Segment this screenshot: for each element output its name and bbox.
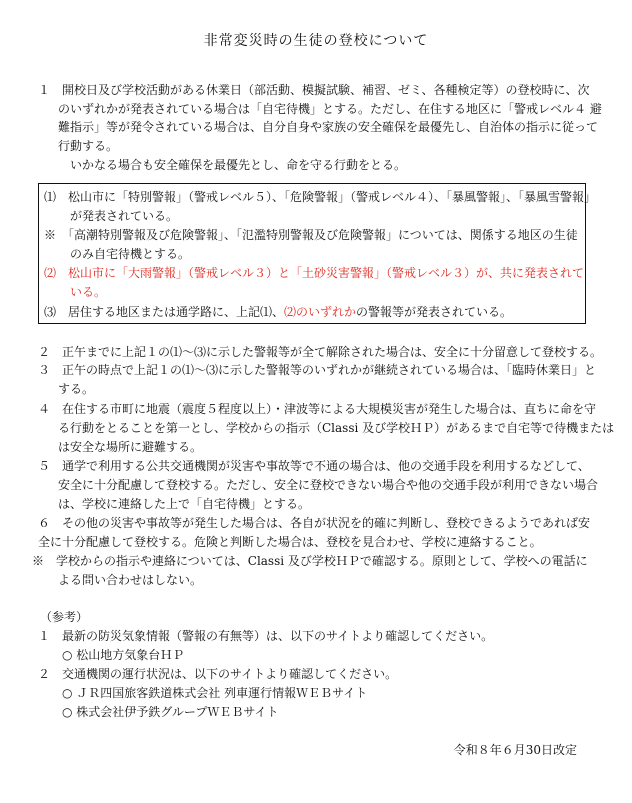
rule-5-cont-1: 安全に十分配慮して登校する。ただし、安全に登校できない場合や他の交通手段が利用できない場合 xyxy=(58,478,599,492)
box-item-3-emphasis: ⑵のいずれか xyxy=(284,305,357,319)
box-item-1-cont: が発表されている。 xyxy=(70,209,179,223)
rule-6: ６ その他の災害や事故等が発生した場合は、各自が状況を的確に判断し、登校できるようであれば安 xyxy=(38,516,591,530)
box-item-2-cont: いる。 xyxy=(70,285,107,299)
revision-date: 令和８年６月30日改定 xyxy=(453,743,577,757)
box-item-3 xyxy=(44,303,512,321)
reference-item-1: １ 最新の防災気象情報（警報の有無等）は、以下のサイトより確認してください。 xyxy=(38,629,494,643)
intro-line-2: のいずれかが発表されている場合は「自宅待機」とする。ただし、在住する地区に「警戒レベル４ 避 xyxy=(58,102,602,116)
rule-4: ４ 在住する市町に地震（震度５程度以上）・津波等による大規模災害が発生した場合は、直ちに命を守 xyxy=(38,402,597,416)
rule-3: ３ 正午の時点で上記１の⑴〜⑶に示した警報等のいずれかが継続されている場合は、「臨時休業日」と xyxy=(38,363,597,377)
rule-5-cont-2: は、学校に連絡した上で「自宅待機」とする。 xyxy=(58,497,311,511)
box-note: ※ 「高潮特別警報及び危険警報」、「氾濫特別警報及び危険警報」については、関係する地区の生徒 xyxy=(44,228,578,242)
reference-item-2: ２ 交通機関の運行状況は、以下のサイトより確認してください。 xyxy=(38,667,398,681)
note-cont: よる問い合わせはしない。 xyxy=(58,573,203,587)
box-item-2: ⑵ 松山市に「大雨警報」（警戒レベル３）と「土砂災害警報」（警戒レベル３）が、共に発表されて xyxy=(44,266,585,280)
intro-line-5: いかなる場合も安全確保を最優先とし、命を守る行動をとる。 xyxy=(70,158,407,172)
intro-line-1: １ 開校日及び学校活動がある休業日（部活動、模擬試験、補習、ゼミ、各種検定等）の登校時に、次 xyxy=(38,83,590,97)
reference-link-jr: ○ ＪＲ四国旅客鉄道株式会社 列車運行情報ＷＥＢサイト xyxy=(62,686,368,700)
rule-4-cont-1: る行動をとることを第一とし、学校からの指示（Classi 及び学校ＨＰ）があるまで自宅等で待機または xyxy=(58,421,615,435)
reference-link-iyotetsu: ○ 株式会社伊予鉄グループＷＥＢサイト xyxy=(62,705,279,719)
reference-heading: （参考） xyxy=(40,610,89,624)
box-item-3-text-c: の警報等が発表されている。 xyxy=(356,305,513,319)
rule-6-cont: 全に十分配慮して登校する。危険と判断した場合は、登校を見合わせ、学校に連絡すること。 xyxy=(38,535,542,549)
page-title: 非常変災時の生徒の登校について xyxy=(203,33,429,49)
rule-3-cont: する。 xyxy=(58,382,95,396)
reference-link-weather: ○ 松山地方気象台ＨＰ xyxy=(62,648,185,662)
rule-2: ２ 正午までに上記１の⑴〜⑶に示した警報等が全て解除された場合は、安全に十分留意して登校する。 xyxy=(38,345,603,359)
box-item-3-text-a: ⑶ 居住する地区または通学路に、上記⑴、 xyxy=(44,305,285,319)
box-item-1: ⑴ 松山市に「特別警報」（警戒レベル５）、「危険警報」（警戒レベル４）、「暴風警報」、「暴風雪警報」 xyxy=(44,190,597,204)
intro-line-3: 難指示」等が発令されている場合は、自分自身や家族の安全確保を最優先し、自治体の指示に従って xyxy=(58,120,599,134)
intro-line-4: 行動する。 xyxy=(58,139,119,153)
rule-4-cont-2: は安全な場所に避難する。 xyxy=(58,440,203,454)
note: ※ 学校からの指示や連絡については、Classi 及び学校ＨＰで確認する。原則として、学校への電話に xyxy=(32,554,588,568)
box-note-cont: のみ自宅待機とする。 xyxy=(70,247,191,261)
rule-5: ５ 通学で利用する公共交通機関が災害や事故等で不通の場合は、他の交通手段を利用するなどして、 xyxy=(38,459,590,473)
